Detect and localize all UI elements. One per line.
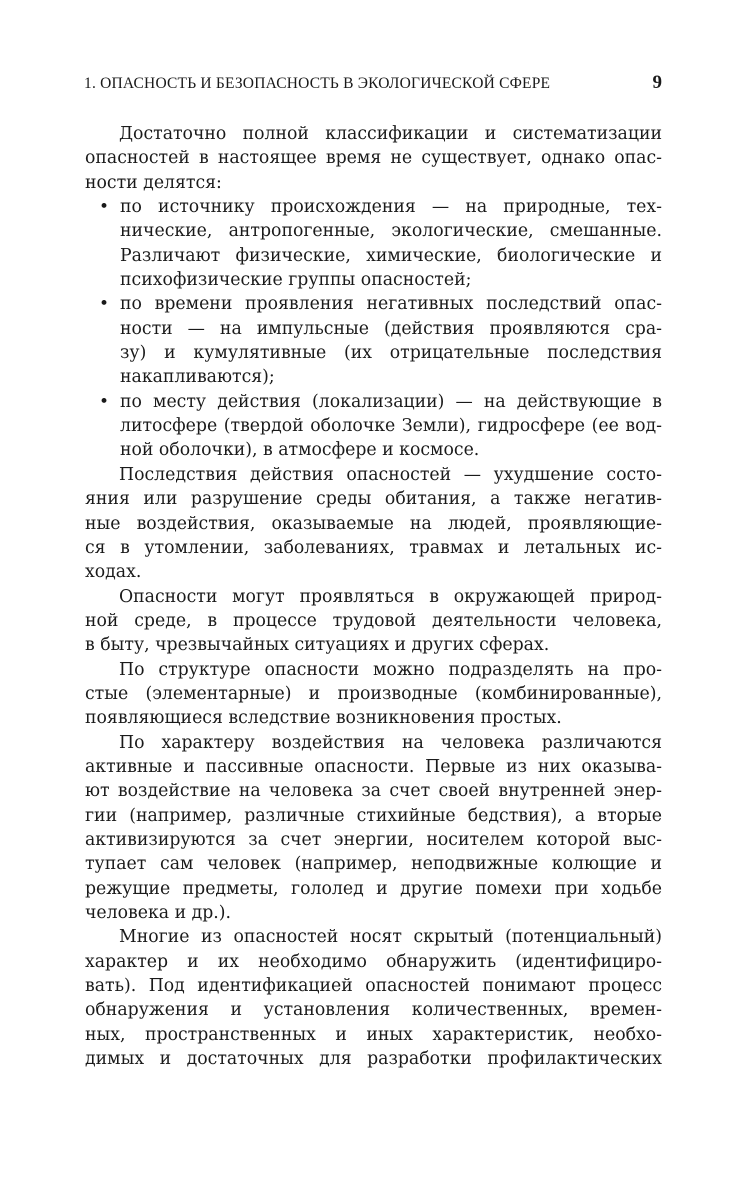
line-text: характер и их необходимо обнаружить (идентифициро- bbox=[85, 951, 662, 972]
text-line bbox=[85, 852, 662, 876]
line-text: по времени проявления негативных последствий опас- bbox=[120, 294, 662, 315]
text-line bbox=[85, 925, 662, 949]
line-text: стые (элементарные) и производные (комбинированные), bbox=[85, 683, 662, 704]
page-header bbox=[84, 72, 662, 96]
line-text: по месту действия (локализации) — на действующие в bbox=[120, 391, 662, 412]
line-text: ходах. bbox=[85, 562, 142, 583]
line-text: человека и др.). bbox=[85, 903, 232, 923]
text-line bbox=[85, 585, 662, 609]
text-line bbox=[85, 706, 662, 730]
body-text bbox=[85, 122, 662, 1071]
text-line bbox=[85, 512, 662, 536]
line-text: ности — на импульсные (действия проявляются сра- bbox=[120, 318, 662, 339]
line-text: активные и пассивные опасности. Первые из них оказыва- bbox=[85, 756, 662, 777]
text-line bbox=[85, 487, 662, 511]
text-line bbox=[85, 998, 662, 1022]
line-text: психофизические группы опасностей; bbox=[120, 270, 472, 291]
text-line bbox=[85, 828, 662, 852]
line-text: гии (например, различные стихийные бедствия), а вторые bbox=[85, 805, 662, 826]
line-text: Различают физические, химические, биологические и bbox=[120, 245, 662, 266]
line-text: ности делятся: bbox=[85, 172, 222, 193]
line-text: появляющиеся вследствие возникновения простых. bbox=[85, 708, 562, 729]
text-line bbox=[85, 292, 662, 316]
text-line bbox=[85, 633, 662, 657]
text-line bbox=[85, 195, 662, 219]
text-line bbox=[85, 122, 662, 146]
text-line bbox=[85, 438, 662, 462]
text-line bbox=[85, 244, 662, 268]
text-line bbox=[85, 171, 662, 195]
text-line bbox=[85, 341, 662, 365]
text-line bbox=[85, 268, 662, 292]
line-text: ют воздействие на человека за счет своей внутренней энер- bbox=[85, 781, 662, 802]
text-line bbox=[85, 365, 662, 389]
line-text: обнаружения и установления количественных, времен- bbox=[85, 1000, 662, 1021]
line-text: ные воздействия, оказываемые на людей, проявляющие- bbox=[85, 513, 662, 534]
text-line bbox=[85, 463, 662, 487]
line-text: ной оболочки), в атмосфере и космосе. bbox=[120, 440, 480, 461]
line-text: Последствия действия опасностей — ухудшение состо- bbox=[119, 464, 662, 485]
text-line bbox=[85, 755, 662, 779]
text-line bbox=[85, 609, 662, 633]
text-line bbox=[85, 950, 662, 974]
page-number: 9 bbox=[652, 72, 662, 93]
bullet-marker: • bbox=[99, 197, 110, 218]
text-line bbox=[85, 146, 662, 170]
text-line bbox=[85, 779, 662, 803]
text-line bbox=[85, 1023, 662, 1047]
line-text: в быту, чрезвычайных ситуациях и других сферах. bbox=[85, 635, 550, 656]
running-title: 1. ОПАСНОСТЬ И БЕЗОПАСНОСТЬ В ЭКОЛОГИЧЕСКОЙ СФЕРЕ bbox=[84, 75, 551, 92]
text-line bbox=[85, 804, 662, 828]
line-text: Многие из опасностей носят скрытый (потенциальный) bbox=[119, 927, 662, 948]
line-text: димых и достаточных для разработки профилактических bbox=[85, 1049, 662, 1070]
line-text: Опасности могут проявляться в окружающей природ- bbox=[119, 586, 662, 607]
text-line bbox=[85, 877, 662, 901]
text-line bbox=[85, 682, 662, 706]
line-text: вать). Под идентификацией опасностей понимают процесс bbox=[85, 976, 662, 997]
text-line bbox=[85, 560, 662, 584]
text-line bbox=[85, 414, 662, 438]
line-text: по источнику происхождения — на природные, тех- bbox=[120, 197, 662, 218]
line-text: По структуре опасности можно подразделять на про- bbox=[119, 659, 662, 680]
text-line bbox=[85, 974, 662, 998]
line-text: ной среде, в процессе трудовой деятельности человека, bbox=[85, 610, 662, 631]
text-line bbox=[85, 901, 662, 925]
line-text: активизируются за счет энергии, носителем которой выс- bbox=[85, 829, 662, 850]
text-line bbox=[85, 317, 662, 341]
line-text: опасностей в настоящее время не существует, однако опас- bbox=[85, 148, 662, 169]
text-line bbox=[85, 536, 662, 560]
text-line bbox=[85, 390, 662, 414]
line-text: По характеру воздействия на человека различаются bbox=[119, 732, 662, 753]
line-text: яния или разрушение среды обитания, а также негатив- bbox=[85, 489, 662, 510]
line-text: литосфере (твердой оболочке Земли), гидросфере (ее вод- bbox=[120, 416, 662, 437]
line-text: Достаточно полной классификации и систематизации bbox=[119, 124, 662, 144]
line-text: ных, пространственных и иных характеристик, необхо- bbox=[85, 1024, 662, 1045]
bullet-marker: • bbox=[99, 391, 110, 412]
line-text: тупает сам человек (например, неподвижные колющие и bbox=[85, 854, 662, 875]
line-text: зу) и кумулятивные (их отрицательные последствия bbox=[120, 343, 662, 364]
line-text: накапливаются); bbox=[120, 367, 275, 388]
text-line bbox=[85, 1047, 662, 1071]
text-line bbox=[85, 731, 662, 755]
line-text: нические, антропогенные, экологические, смешанные. bbox=[120, 221, 662, 242]
text-line bbox=[85, 219, 662, 243]
text-line bbox=[85, 658, 662, 682]
line-text: режущие предметы, гололед и другие помехи при ходьбе bbox=[85, 878, 662, 899]
line-text: ся в утомлении, заболеваниях, травмах и летальных ис- bbox=[85, 537, 662, 558]
bullet-marker: • bbox=[99, 294, 110, 315]
